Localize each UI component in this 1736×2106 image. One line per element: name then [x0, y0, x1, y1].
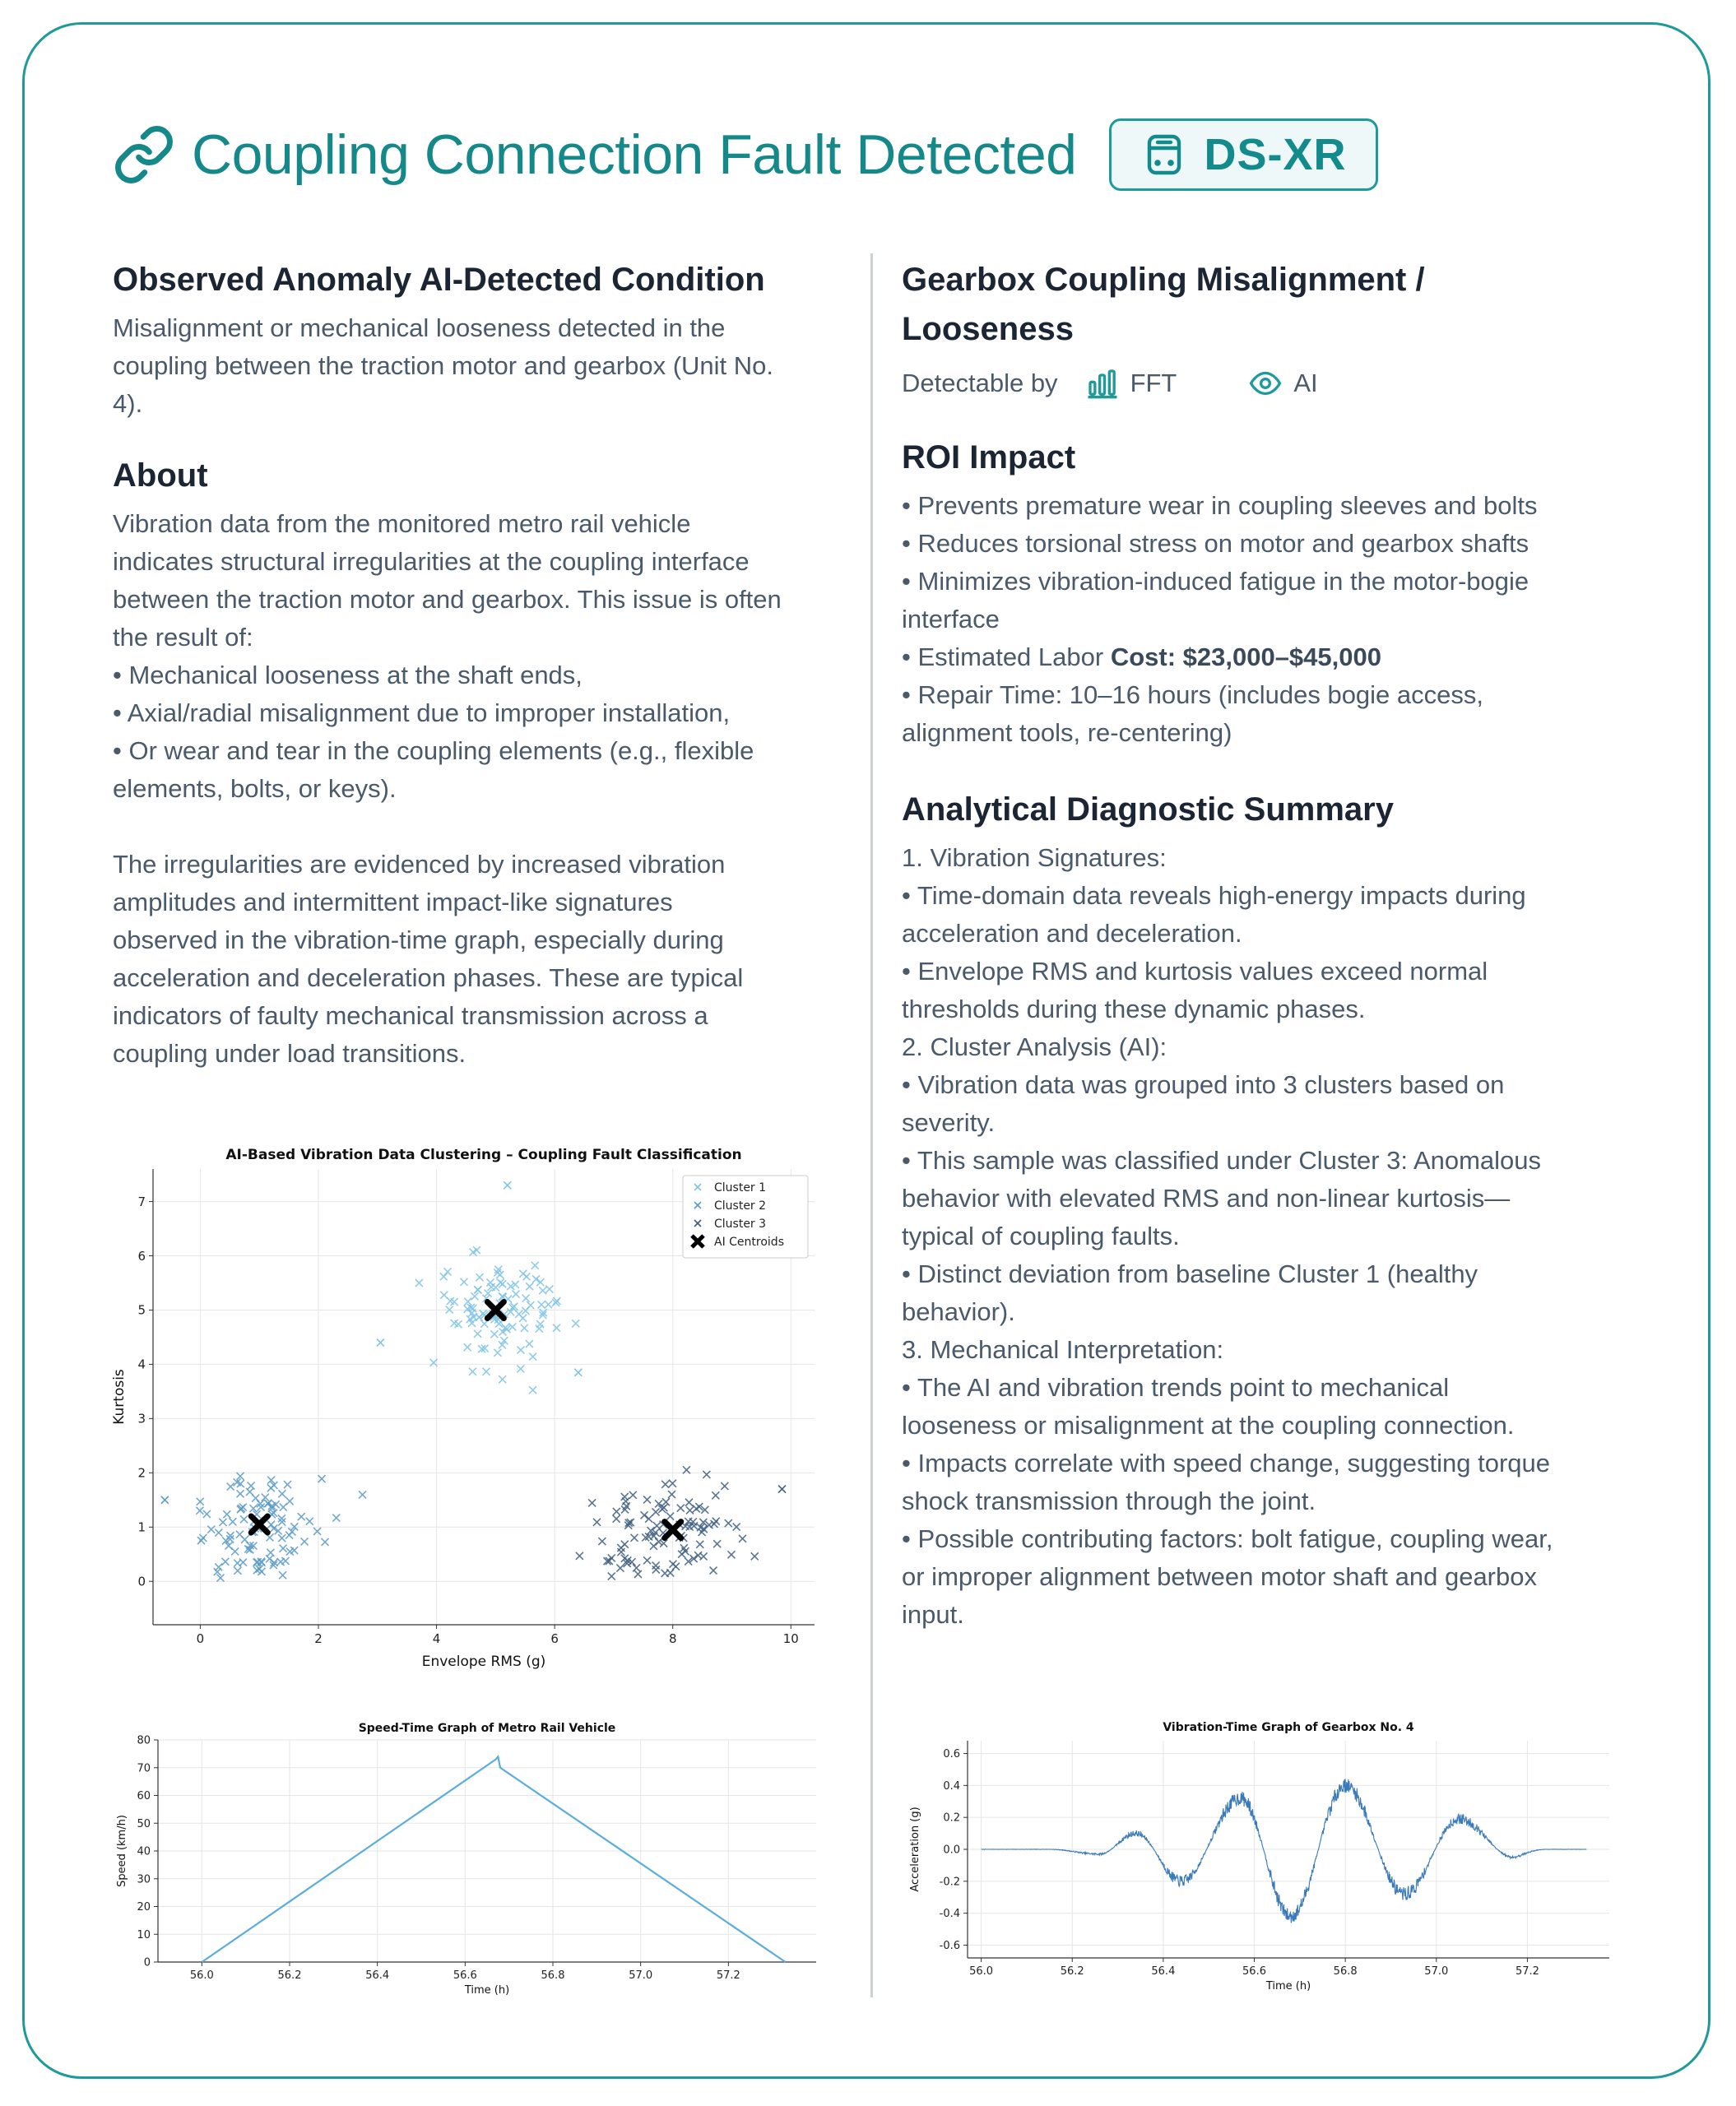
- scatter-point: [279, 1571, 286, 1579]
- scatter-point: [504, 1181, 511, 1189]
- observed-heading: Observed Anomaly AI-Detected Condition: [113, 262, 765, 298]
- scatter-point: [630, 1534, 638, 1542]
- scatter-point: [574, 1369, 582, 1376]
- scatter-point: [727, 1551, 735, 1558]
- scatter-point: [652, 1566, 660, 1574]
- summary-line: 2. Cluster Analysis (AI):: [902, 1032, 1167, 1061]
- scatter-point: [710, 1567, 717, 1575]
- scatter-point: [521, 1324, 528, 1332]
- scatter-point: [499, 1375, 506, 1383]
- fault-heading: [902, 255, 1642, 354]
- scatter-point: [229, 1518, 236, 1525]
- x-tick-label: 10: [782, 1631, 799, 1646]
- page-title: Coupling Connection Fault Detected: [192, 123, 1077, 186]
- x-tick-label: 56.2: [277, 1969, 302, 1982]
- detectable-label: Detectable by: [902, 369, 1058, 397]
- y-axis-label: Speed (km/h): [116, 1815, 128, 1887]
- text-line: between the traction motor and gearbox. This issue is often: [113, 585, 782, 614]
- summary-line: 3. Mechanical Interpretation:: [902, 1335, 1224, 1364]
- scatter-point: [652, 1508, 660, 1515]
- scatter-point: [161, 1496, 169, 1504]
- summary-heading: Analytical Diagnostic Summary: [902, 791, 1394, 828]
- scatter-point: [725, 1519, 732, 1527]
- scatter-point: [703, 1471, 710, 1478]
- scatter-point: [313, 1528, 321, 1535]
- x-axis-label: Time (h): [1265, 1980, 1311, 1992]
- summary-line: • This sample was classified under Cluster 3: Anomalous: [902, 1146, 1542, 1175]
- scatter-point: [617, 1544, 624, 1552]
- scatter-point: [280, 1545, 287, 1552]
- scatter-point: [253, 1559, 261, 1566]
- y-tick-label: -0.2: [939, 1876, 960, 1889]
- summary-line: behavior with elevated RMS and non-linear kurtosis—: [902, 1184, 1511, 1213]
- y-tick-label: 0.4: [943, 1779, 960, 1793]
- x-tick-label: 56.2: [1060, 1965, 1084, 1978]
- scatter-point: [613, 1508, 620, 1515]
- scatter-point: [643, 1496, 651, 1503]
- scatter-point: [219, 1519, 226, 1526]
- text-line: elements, bolts, or keys).: [113, 774, 397, 803]
- clustering-scatter-chart: [107, 1139, 831, 1674]
- text-line: Misalignment or mechanical looseness detected in the: [113, 313, 726, 342]
- scatter-point: [532, 1275, 540, 1283]
- scatter-point: [517, 1365, 524, 1372]
- x-tick-label: 57.2: [1515, 1965, 1539, 1978]
- scatter-point: [686, 1506, 694, 1514]
- scatter-point: [529, 1353, 536, 1361]
- about-heading: About: [113, 457, 208, 494]
- device-icon: [1146, 133, 1182, 176]
- scatter-point: [576, 1552, 583, 1560]
- scatter-point: [359, 1491, 366, 1498]
- text-line: observed in the vibration-time graph, especially during: [113, 925, 724, 954]
- scatter-point: [711, 1520, 718, 1528]
- y-tick-label: 60: [137, 1790, 151, 1803]
- scatter-point: [661, 1481, 669, 1488]
- text-line: • Or wear and tear in the coupling elements (e.g., flexible: [113, 736, 754, 765]
- cost-label: • Estimated Labor: [902, 642, 1111, 671]
- scatter-point: [377, 1339, 384, 1347]
- y-tick-label: 0.0: [943, 1844, 960, 1857]
- scatter-point: [196, 1507, 203, 1515]
- summary-line: • Time-domain data reveals high-energy impacts during: [902, 881, 1526, 910]
- text-line: • Reduces torsional stress on motor and gearbox shafts: [902, 529, 1529, 558]
- summary-line: severity.: [902, 1108, 996, 1137]
- scatter-point: [685, 1499, 693, 1506]
- x-tick-label: 56.4: [1151, 1965, 1176, 1978]
- scatter-point: [280, 1504, 287, 1511]
- y-tick-label: 0.2: [943, 1811, 960, 1825]
- y-tick-label: 80: [137, 1734, 151, 1747]
- eye-icon: [1249, 367, 1282, 400]
- x-tick-label: 56.6: [1242, 1965, 1266, 1978]
- header: [113, 117, 1378, 193]
- scatter-point: [474, 1330, 481, 1338]
- method-ai: [1249, 367, 1317, 400]
- x-axis-label: Time (h): [464, 1984, 510, 1997]
- y-tick-label: 0: [137, 1574, 146, 1589]
- scatter-point: [281, 1557, 289, 1565]
- x-tick-label: 56.8: [1333, 1965, 1358, 1978]
- device-badge: [1109, 118, 1378, 191]
- scatter-point: [415, 1279, 423, 1287]
- y-tick-label: 20: [137, 1901, 151, 1914]
- about-text: [113, 505, 837, 1073]
- scatter-point: [641, 1511, 648, 1519]
- text-line: • Prevents premature wear in coupling sleeves and bolts: [902, 491, 1538, 520]
- cost-line: [902, 638, 1642, 676]
- scatter-point: [512, 1291, 519, 1298]
- scatter-point: [523, 1273, 531, 1280]
- y-tick-label: 70: [137, 1762, 151, 1775]
- summary-line: shock transmission through the joint.: [902, 1487, 1316, 1515]
- bar-chart-icon: [1086, 367, 1119, 400]
- y-tick-label: 6: [137, 1248, 146, 1264]
- y-tick-label: 30: [137, 1873, 151, 1886]
- scatter-point: [650, 1542, 657, 1550]
- x-tick-label: 57.0: [629, 1969, 653, 1982]
- summary-line: typical of coupling faults.: [902, 1222, 1180, 1250]
- scatter-point: [672, 1563, 680, 1570]
- text-line: • Mechanical looseness at the shaft ends,: [113, 661, 583, 689]
- chart-title: AI-Based Vibration Data Clustering – Coupling Fault Classification: [225, 1147, 742, 1163]
- scatter-point: [693, 1505, 700, 1512]
- vibration-time-chart: [902, 1703, 1626, 1999]
- text-line: the result of:: [113, 623, 253, 652]
- y-tick-label: 4: [137, 1357, 146, 1372]
- x-tick-label: 56.8: [541, 1969, 565, 1982]
- y-axis-label: Acceleration (g): [909, 1807, 921, 1892]
- x-tick-label: 2: [314, 1631, 323, 1646]
- scatter-point: [517, 1347, 524, 1354]
- summary-line: • Vibration data was grouped into 3 clusters based on: [902, 1070, 1505, 1099]
- cost-value: Cost: $23,000–$45,000: [1110, 642, 1381, 671]
- summary-line: • Impacts correlate with speed change, suggesting torque: [902, 1449, 1551, 1477]
- x-axis-label: Envelope RMS (g): [421, 1654, 546, 1670]
- scatter-point: [634, 1570, 642, 1578]
- scatter-point: [662, 1498, 670, 1505]
- y-tick-label: 0.6: [943, 1748, 960, 1761]
- text-line: • Minimizes vibration-induced fatigue in the motor-bogie: [902, 567, 1529, 596]
- scatter-point: [476, 1273, 483, 1281]
- scatter-point: [545, 1286, 553, 1293]
- fault-heading-line: Gearbox Coupling Misalignment /: [902, 262, 1425, 298]
- scatter-point: [266, 1555, 273, 1562]
- scatter-point: [482, 1368, 490, 1375]
- legend-label: Cluster 2: [714, 1199, 767, 1213]
- chart-title: Speed-Time Graph of Metro Rail Vehicle: [358, 1722, 616, 1735]
- scatter-point: [661, 1570, 669, 1577]
- scatter-point: [306, 1518, 313, 1525]
- scatter-point: [751, 1552, 759, 1560]
- scatter-point: [529, 1386, 536, 1394]
- scatter-point: [278, 1490, 285, 1497]
- scatter-point: [197, 1537, 205, 1544]
- text-line: indicates structural irregularities at the coupling interface: [113, 547, 750, 576]
- y-tick-label: 3: [137, 1411, 146, 1426]
- scatter-point: [526, 1283, 533, 1290]
- scatter-point: [298, 1513, 305, 1520]
- y-tick-label: 0: [143, 1956, 151, 1969]
- x-tick-label: 57.0: [1424, 1965, 1449, 1978]
- method-fft: [1086, 367, 1177, 400]
- scatter-point: [531, 1262, 539, 1269]
- x-tick-label: 0: [196, 1631, 205, 1646]
- text-line: Vibration data from the monitored metro rail vehicle: [113, 509, 691, 538]
- right-column: [902, 255, 1642, 1634]
- scatter-point: [739, 1535, 746, 1542]
- scatter-point: [256, 1566, 263, 1573]
- scatter-point: [593, 1519, 601, 1526]
- x-tick-label: 4: [432, 1631, 441, 1646]
- roi-text: [902, 487, 1642, 752]
- scatter-point: [527, 1301, 534, 1309]
- x-tick-label: 56.6: [453, 1969, 477, 1982]
- scatter-point: [469, 1368, 476, 1375]
- scatter-point: [526, 1340, 533, 1348]
- y-tick-label: 40: [137, 1845, 151, 1858]
- summary-line: acceleration and deceleration.: [902, 919, 1242, 948]
- scatter-point: [480, 1320, 488, 1328]
- scatter-point: [227, 1483, 234, 1491]
- chart-title: Vibration-Time Graph of Gearbox No. 4: [1163, 1721, 1414, 1734]
- method-label: AI: [1293, 369, 1318, 397]
- y-tick-label: 1: [137, 1519, 146, 1535]
- x-tick-label: 6: [550, 1631, 559, 1646]
- text-line: interface: [902, 605, 1000, 633]
- summary-line: • Possible contributing factors: bolt fatigue, coupling wear,: [902, 1524, 1553, 1553]
- scatter-point: [778, 1486, 786, 1493]
- legend-label: Cluster 3: [714, 1218, 767, 1231]
- x-tick-label: 8: [668, 1631, 677, 1646]
- scatter-point: [538, 1301, 545, 1308]
- y-tick-label: 7: [137, 1194, 146, 1209]
- summary-line: • Distinct deviation from baseline Cluster 1 (healthy: [902, 1259, 1478, 1288]
- text-line: coupling under load transitions.: [113, 1039, 466, 1068]
- scatter-point: [278, 1534, 285, 1542]
- scatter-point: [700, 1525, 708, 1533]
- x-tick-label: 56.4: [365, 1969, 390, 1982]
- scatter-point: [633, 1564, 640, 1571]
- scatter-point: [470, 1249, 477, 1256]
- scatter-point: [499, 1280, 506, 1287]
- summary-text: [902, 839, 1642, 1634]
- scatter-point: [645, 1515, 652, 1523]
- method-label: FFT: [1130, 369, 1177, 397]
- summary-line: input.: [902, 1600, 964, 1629]
- scatter-point: [696, 1541, 703, 1548]
- detectable-by-row: [902, 359, 1642, 408]
- text-line: coupling between the traction motor and gearbox (Unit No.: [113, 351, 774, 380]
- speed-time-chart: [107, 1715, 831, 2007]
- scatter-point: [588, 1499, 596, 1506]
- scatter-point: [460, 1278, 467, 1286]
- scatter-point: [494, 1349, 501, 1357]
- scatter-point: [234, 1567, 241, 1575]
- scatter-point: [322, 1538, 329, 1546]
- legend-label: AI Centroids: [714, 1236, 784, 1249]
- scatter-point: [318, 1475, 326, 1482]
- column-divider: [870, 253, 873, 1997]
- y-tick-label: -0.6: [939, 1940, 960, 1953]
- link-icon: [113, 123, 175, 186]
- y-tick-label: 10: [137, 1928, 151, 1941]
- observed-text: [113, 309, 837, 423]
- scatter-point: [652, 1562, 660, 1570]
- scatter-point: [474, 1286, 481, 1293]
- scatter-point: [677, 1505, 685, 1512]
- y-tick-label: 2: [137, 1465, 146, 1481]
- scatter-point: [284, 1481, 291, 1488]
- scatter-point: [629, 1491, 637, 1499]
- scatter-point: [490, 1330, 498, 1338]
- scatter-point: [643, 1556, 651, 1564]
- y-axis-label: Kurtosis: [111, 1369, 128, 1425]
- text-line: amplitudes and intermittent impact-like signatures: [113, 888, 673, 916]
- scatter-point: [464, 1343, 471, 1351]
- y-tick-label: 50: [137, 1817, 151, 1830]
- scatter-point: [522, 1295, 530, 1302]
- summary-line: 1. Vibration Signatures:: [902, 843, 1167, 872]
- scatter-point: [223, 1510, 230, 1518]
- y-tick-label: -0.4: [939, 1908, 960, 1921]
- scatter-point: [572, 1320, 579, 1327]
- scatter-point: [536, 1278, 544, 1286]
- scatter-point: [444, 1268, 452, 1275]
- x-tick-label: 56.0: [969, 1965, 994, 1978]
- summary-line: • The AI and vibration trends point to mechanical: [902, 1373, 1450, 1402]
- scatter-point: [553, 1324, 560, 1332]
- scatter-point: [237, 1490, 244, 1497]
- left-column: [113, 255, 837, 1073]
- scatter-point: [203, 1510, 211, 1518]
- summary-line: behavior).: [902, 1297, 1015, 1326]
- text-line: The irregularities are evidenced by increased vibration: [113, 850, 726, 879]
- text-line: • Repair Time: 10–16 hours (includes bogie access,: [902, 680, 1484, 709]
- scatter-point: [694, 1552, 702, 1559]
- text-line: 4).: [113, 389, 143, 418]
- scatter-point: [598, 1538, 606, 1545]
- scatter-point: [721, 1482, 728, 1490]
- scatter-point: [712, 1491, 719, 1499]
- y-tick-label: 5: [137, 1302, 146, 1318]
- scatter-point: [545, 1301, 552, 1308]
- text-line: acceleration and deceleration phases. These are typical: [113, 963, 744, 992]
- scatter-point: [539, 1287, 546, 1294]
- fault-heading-line: Looseness: [902, 311, 1074, 347]
- scatter-point: [486, 1279, 494, 1287]
- scatter-point: [215, 1529, 222, 1537]
- scatter-point: [713, 1540, 721, 1547]
- scatter-point: [499, 1328, 507, 1335]
- summary-line: looseness or misalignment at the coupling connection.: [902, 1411, 1515, 1440]
- scatter-point: [608, 1573, 615, 1580]
- x-tick-label: 56.0: [189, 1969, 214, 1982]
- legend-label: Cluster 1: [714, 1181, 767, 1194]
- summary-line: • Envelope RMS and kurtosis values exceed normal: [902, 957, 1488, 986]
- x-tick-label: 57.2: [716, 1969, 740, 1982]
- text-line: indicators of faulty mechanical transmission across a: [113, 1001, 708, 1030]
- scatter-point: [613, 1515, 620, 1523]
- scatter-point: [240, 1515, 248, 1523]
- scatter-point: [616, 1565, 624, 1572]
- summary-line: or improper alignment between motor shaft and gearbox: [902, 1562, 1537, 1591]
- text-line: • Axial/radial misalignment due to improper installation,: [113, 698, 731, 727]
- roi-heading: ROI Impact: [902, 439, 1076, 475]
- scatter-point: [234, 1560, 241, 1567]
- scatter-point: [301, 1538, 309, 1545]
- scatter-point: [668, 1491, 675, 1498]
- scatter-point: [653, 1522, 661, 1529]
- summary-line: thresholds during these dynamic phases.: [902, 995, 1366, 1023]
- device-id: DS-XR: [1204, 130, 1347, 179]
- scatter-point: [332, 1515, 340, 1522]
- scatter-point: [221, 1558, 229, 1566]
- text-line: alignment tools, re-centering): [902, 718, 1232, 747]
